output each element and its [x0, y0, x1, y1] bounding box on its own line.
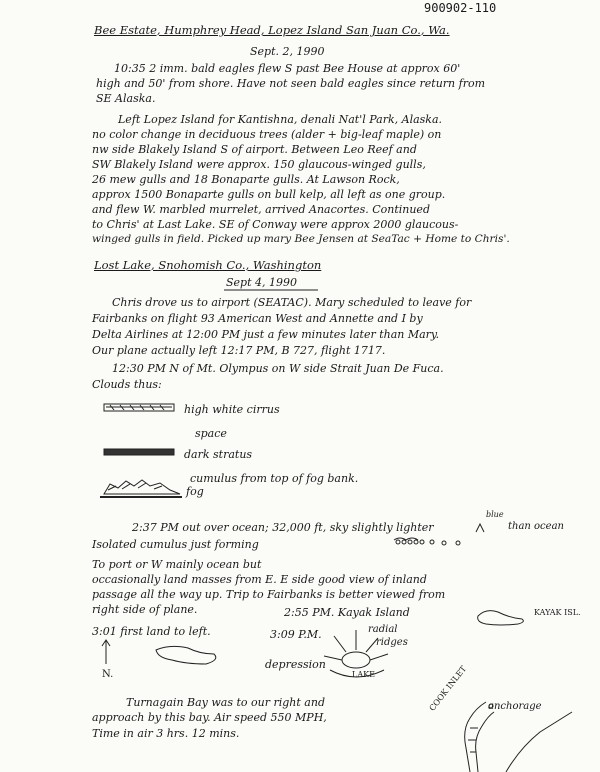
sky-blue-insert: blue: [486, 510, 504, 519]
s1-line-0: 10:35 2 imm. bald eagles flew S past Bee House at approx 60': [114, 62, 461, 75]
s1-line-2: SE Alaska.: [96, 92, 156, 105]
first-land-line: 3:01 first land to left.: [92, 625, 211, 638]
s2-more-0: To port or W mainly ocean but: [92, 558, 262, 571]
cloud-high-cirrus-label: high white cirrus: [184, 403, 280, 416]
cloud-dark-stratus-label: dark stratus: [184, 448, 253, 461]
cloud-fog-label: fog: [186, 485, 204, 498]
isolated-cumulus-sketch: [394, 538, 460, 545]
section1-date: Sept. 2, 1990: [250, 45, 325, 58]
section2-date: Sept 4, 1990: [226, 276, 297, 289]
s1-line-5: nw side Blakely Island S of airport. Between Leo Reef and: [92, 143, 417, 156]
sky-observation-line: 2:37 PM out over ocean; 32,000 ft, sky slightly lighter: [132, 521, 434, 534]
first-land-sketch: [156, 646, 216, 664]
cloud-space-label: space: [195, 427, 227, 440]
isolated-cumulus-line: Isolated cumulus just forming: [92, 538, 259, 551]
s2-more-1: occasionally land masses from E. E side good view of inland: [92, 573, 427, 586]
insert-caret: [476, 524, 484, 532]
s2-line-3: Our plane actually left 12:17 PM, B 727, flight 1717.: [92, 344, 386, 357]
lake-label: LAKE: [352, 670, 375, 679]
s1-line-9: and flew W. marbled murrelet, arrived Anacortes. Continued: [92, 203, 430, 216]
section1-heading: Bee Estate, Humphrey Head, Lopez Island San Juan Co., Wa.: [94, 23, 450, 37]
sky-tail: than ocean: [508, 521, 564, 532]
time-309: 3:09 P.M.: [270, 628, 322, 641]
s1-line-4: no color change in deciduous trees (alder + big-leaf maple) on: [92, 128, 442, 141]
ridges-label: ridges: [376, 637, 408, 648]
cook-inlet-sketch: [465, 702, 572, 772]
s2-line-4: 12:30 PM N of Mt. Olympus on W side Strait Juan De Fuca.: [112, 362, 444, 375]
radial-ridges-sketch: [324, 630, 388, 677]
north-arrow: [102, 640, 110, 664]
kayak-island-label: KAYAK ISL.: [534, 608, 581, 617]
turnagain-line-2: Time in air 3 hrs. 12 mins.: [92, 727, 240, 740]
s2-more-3: right side of plane.: [92, 603, 198, 616]
s1-line-1: high and 50' from shore. Have not seen bald eagles since return from: [96, 77, 486, 90]
s1-line-11: winged gulls in field. Picked up mary Bee Jensen at SeaTac + Home to Chris'.: [92, 233, 510, 245]
s2-line-0: Chris drove us to airport (SEATAC). Mary scheduled to leave for: [112, 296, 472, 309]
kayak-island-sketch: [478, 611, 524, 625]
north-label: N.: [102, 669, 114, 680]
document-number: 900902-110: [424, 1, 497, 15]
anchorage-label: anchorage: [488, 701, 542, 712]
s1-line-8: approx 1500 Bonaparte gulls on bull kelp, all left as one group.: [92, 188, 446, 201]
s2-line-5: Clouds thus:: [92, 378, 162, 391]
cloud-cumulus-label: cumulus from top of fog bank.: [190, 472, 359, 485]
cook-inlet-label: COOK INLET: [427, 664, 469, 713]
s1-line-10: to Chris' at Last Lake. SE of Conway were approx 2000 glaucous-: [92, 218, 459, 231]
section2-heading: Lost Lake, Snohomish Co., Washington: [94, 258, 322, 272]
kayak-time-line: 2:55 PM. Kayak Island: [284, 606, 410, 619]
radial-label: radial: [368, 624, 398, 635]
cumulus-swatch: [104, 480, 180, 494]
s1-line-3: Left Lopez Island for Kantishna, denali Nat'l Park, Alaska.: [118, 113, 443, 126]
turnagain-line-0: Turnagain Bay was to our right and: [126, 696, 325, 709]
s2-line-2: Delta Airlines at 12:00 PM just a few minutes later than Mary.: [92, 328, 440, 341]
depression-label: depression: [265, 658, 326, 671]
s1-line-7: 26 mew gulls and 18 Bonaparte gulls. At Lawson Rock,: [92, 173, 400, 186]
turnagain-line-1: approach by this bay. Air speed 550 MPH,: [92, 711, 327, 724]
cirrus-hatch: [106, 405, 172, 410]
s2-more-2: passage all the way up. Trip to Fairbanks is better viewed from: [92, 588, 446, 601]
s2-line-1: Fairbanks on flight 93 American West and Annette and I by: [92, 312, 423, 325]
s1-line-6: SW Blakely Island were approx. 150 glaucous-winged gulls,: [92, 158, 426, 171]
stratus-swatch: [104, 449, 174, 455]
